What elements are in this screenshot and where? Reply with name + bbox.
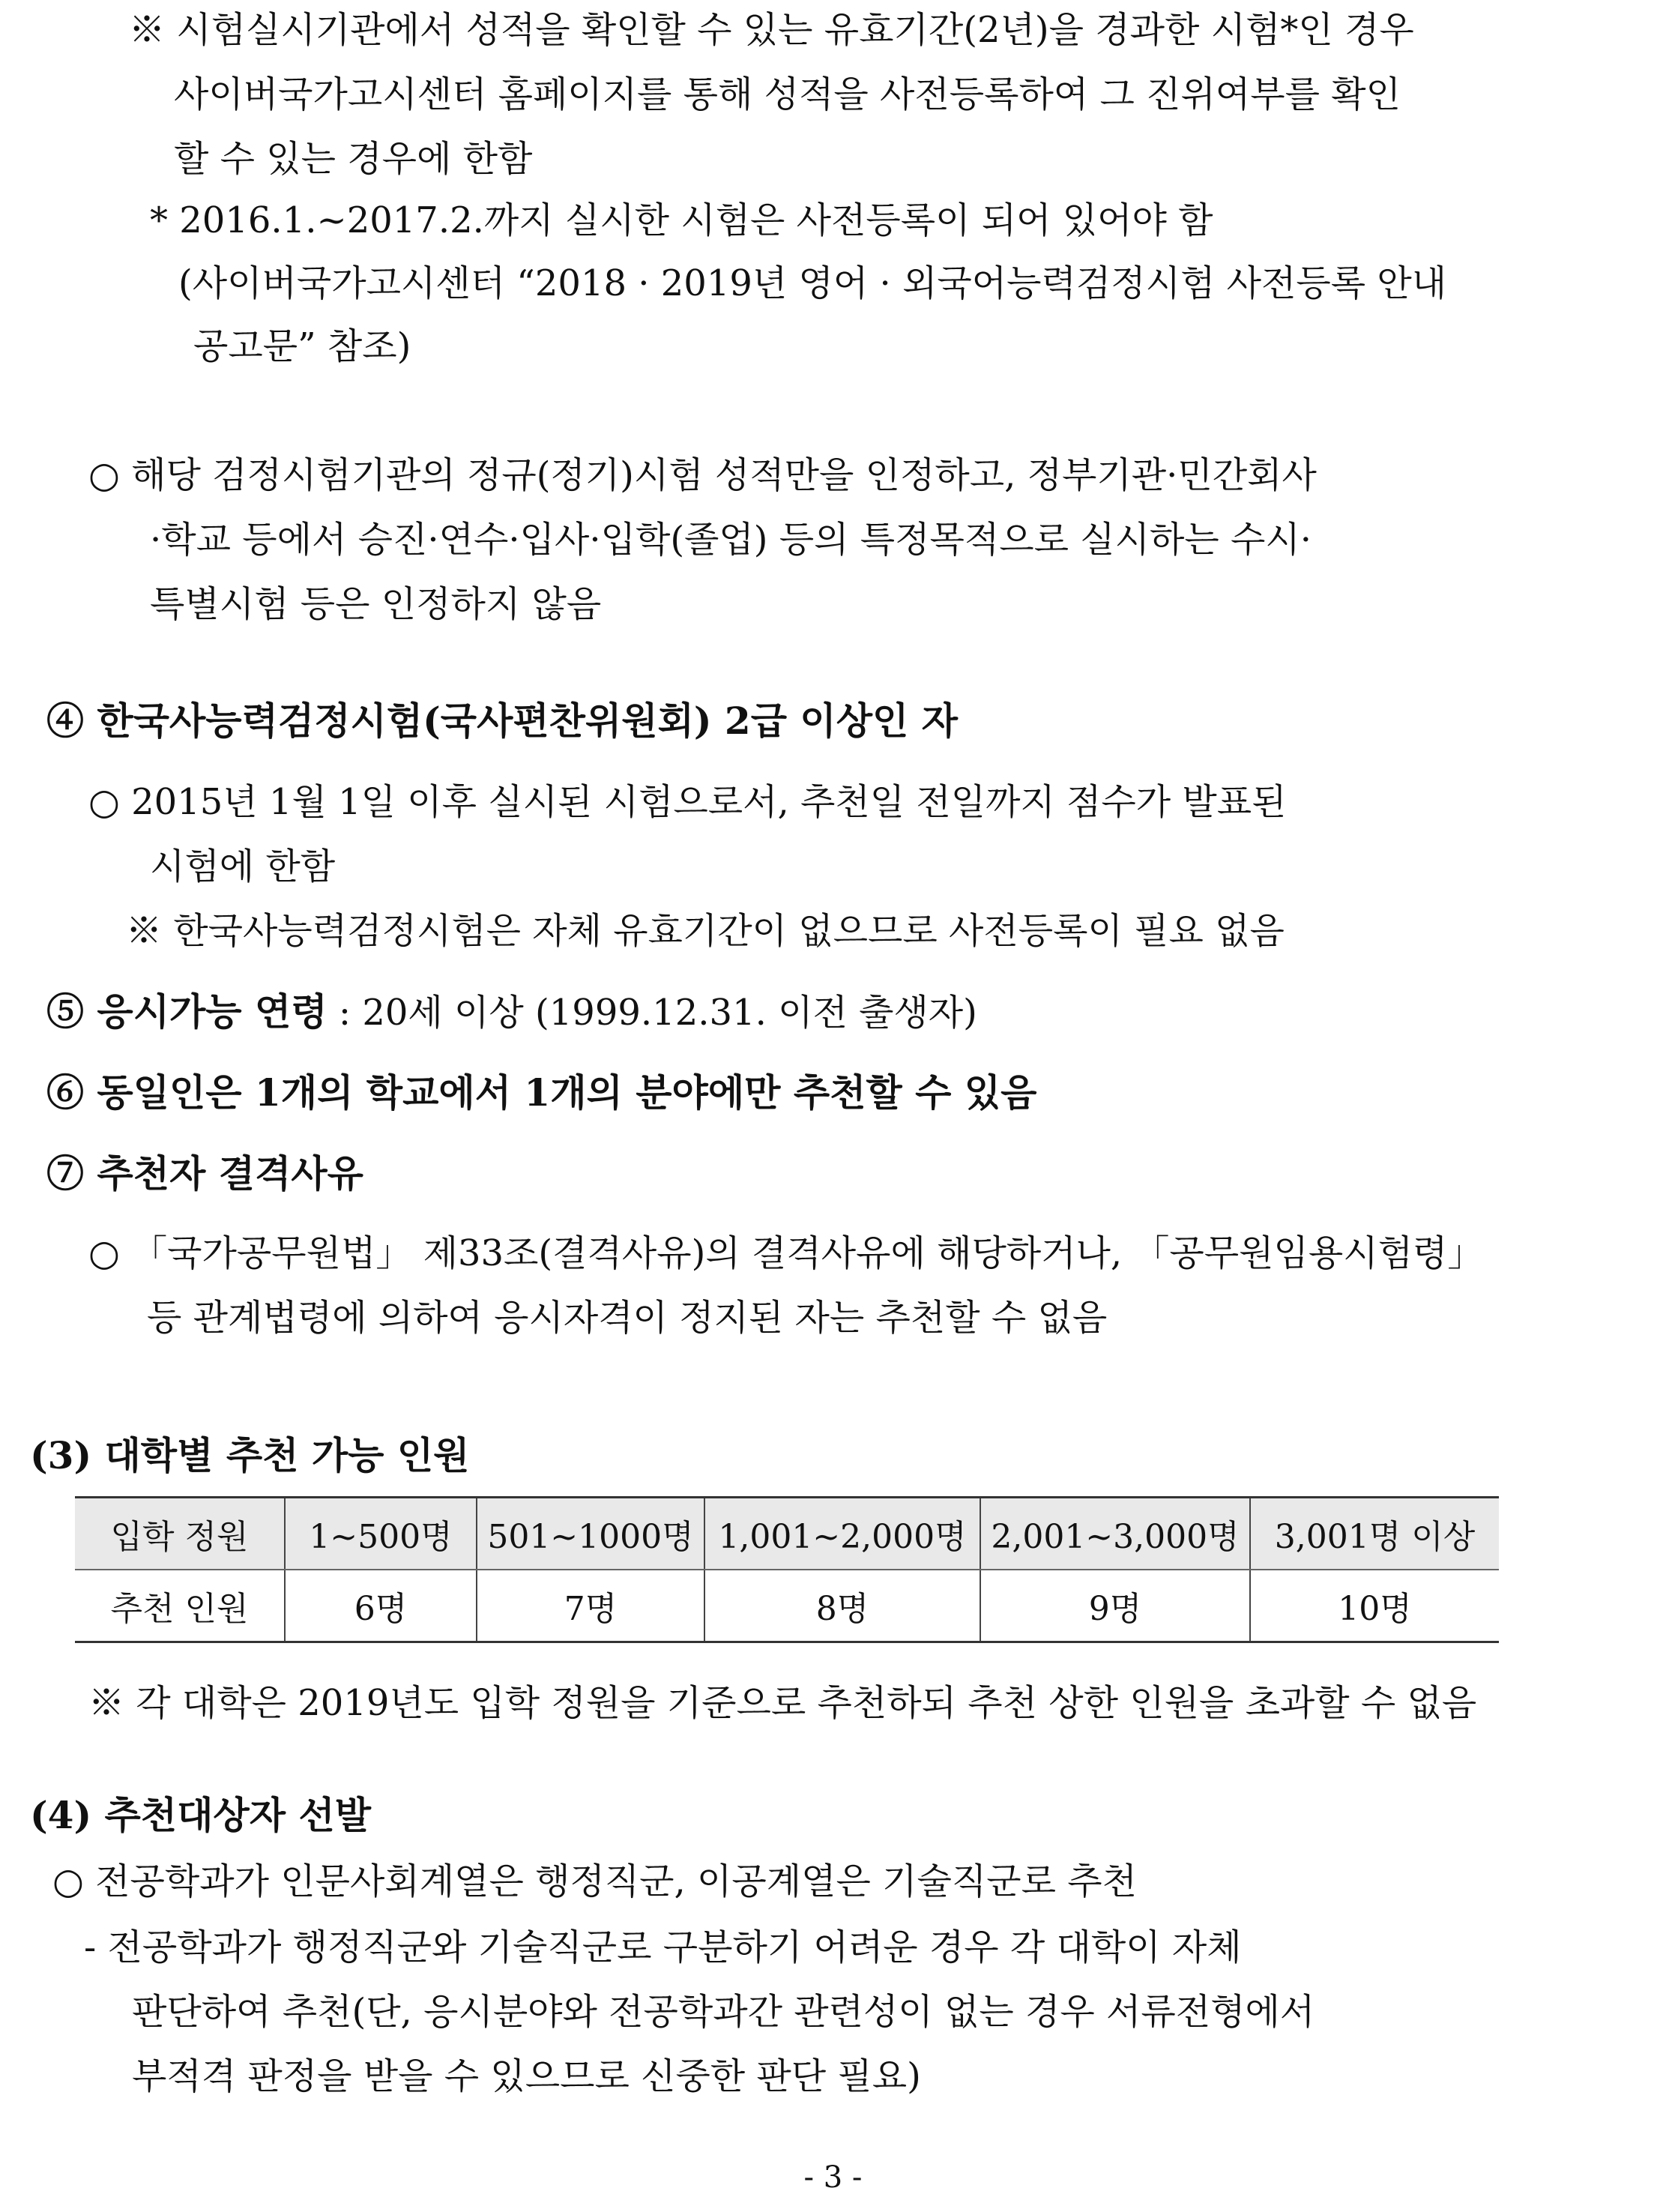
age-requirement-label: ⑤ 응시가능 연령: [46, 989, 328, 1034]
age-requirement-value: : 20세 이상 (1999.12.31. 이전 출생자): [327, 992, 977, 1034]
validity-note-line-3: 할 수 있는 경우에 한함: [174, 138, 533, 180]
regular-exam-line-3: 특별시험 등은 인정하지 않음: [150, 583, 602, 625]
table-cell: 10명: [1250, 1570, 1499, 1642]
pre-registration-note-line-3: 공고문” 참조): [193, 325, 411, 367]
table-cell: 7명: [477, 1570, 704, 1642]
section-4-heading: (4) 추천대상자 선발: [30, 1793, 372, 1837]
quota-note: ※ 각 대학은 2019년도 입학 정원을 기준으로 추천하되 추천 상한 인원을 초과할 수 없음: [88, 1682, 1477, 1724]
table-header-cell: 1,001~2,000명: [704, 1498, 980, 1570]
age-requirement: [46, 988, 977, 1037]
table-header-cell: 1~500명: [285, 1498, 477, 1570]
table-row: [75, 1570, 1499, 1642]
selection-dash-line-2: 판단하여 추천(단, 응시분야와 전공학과간 관련성이 없는 경우 서류전형에서: [132, 1991, 1315, 2033]
korean-history-bullet-line-2: 시험에 한함: [150, 846, 336, 887]
selection-dash-line-3: 부적격 판정을 받을 수 있으므로 신중한 판단 필요): [132, 2055, 921, 2097]
single-recommendation-heading: ⑥ 동일인은 1개의 학교에서 1개의 분야에만 추천할 수 있음: [46, 1070, 1037, 1115]
validity-note-line-1: ※ 시험실시기관에서 성적을 확인할 수 있는 유효기간(2년)을 경과한 시험*인 경우: [129, 9, 1414, 51]
pre-registration-note-line-2: (사이버국가고시센터 “2018 · 2019년 영어 · 외국어능력검정시험 사전등록 안내: [178, 262, 1447, 304]
korean-history-note: ※ 한국사능력검정시험은 자체 유효기간이 없으므로 사전등록이 필요 없음: [126, 910, 1285, 952]
table-header-cell: 501~1000명: [477, 1498, 704, 1570]
table-cell: 추천 인원: [75, 1570, 285, 1642]
table-header-cell: 3,001명 이상: [1250, 1498, 1499, 1570]
table-header-cell: 입학 정원: [75, 1498, 285, 1570]
disqualification-bullet-line-2: 등 관계법령에 의하여 응시자격이 정지된 자는 추천할 수 없음: [147, 1297, 1108, 1339]
korean-history-heading: ④ 한국사능력검정시험(국사편찬위원회) 2급 이상인 자: [46, 699, 959, 743]
section-3-heading: (3) 대학별 추천 가능 인원: [30, 1433, 470, 1477]
regular-exam-line-2: ·학교 등에서 승진·연수·입사·입학(졸업) 등의 특정목적으로 실시하는 수시·: [150, 519, 1312, 561]
selection-dash-line-1: - 전공학과가 행정직군와 기술직군로 구분하기 어려운 경우 각 대학이 자체: [84, 1926, 1242, 1968]
table-cell: 9명: [980, 1570, 1250, 1642]
table-cell: 6명: [285, 1570, 477, 1642]
selection-bullet: ○ 전공학과가 인문사회계열은 행정직군, 이공계열은 기술직군로 추천: [52, 1860, 1137, 1902]
validity-note-line-2: 사이버국가고시센터 홈페이지를 통해 성적을 사전등록하여 그 진위여부를 확인: [174, 73, 1401, 115]
page-number: - 3 -: [803, 2160, 863, 2195]
regular-exam-line-1: ○ 해당 검정시험기관의 정규(정기)시험 성적만을 인정하고, 정부기관·민간회사: [88, 454, 1317, 496]
table-header-cell: 2,001~3,000명: [980, 1498, 1250, 1570]
disqualification-bullet-line-1: ○ 「국가공무원법」 제33조(결격사유)의 결격사유에 해당하거나, 「공무원임용시험령」: [88, 1232, 1484, 1274]
table-header-row: [75, 1498, 1499, 1570]
table-cell: 8명: [704, 1570, 980, 1642]
recommendation-quota-table: [75, 1496, 1499, 1643]
pre-registration-note-line-1: * 2016.1.~2017.2.까지 실시한 시험은 사전등록이 되어 있어야 함: [150, 199, 1213, 241]
disqualification-heading: ⑦ 추천자 결격사유: [46, 1151, 363, 1196]
korean-history-bullet-line-1: ○ 2015년 1월 1일 이후 실시된 시험으로서, 추천일 전일까지 점수가 발표된: [88, 781, 1287, 823]
